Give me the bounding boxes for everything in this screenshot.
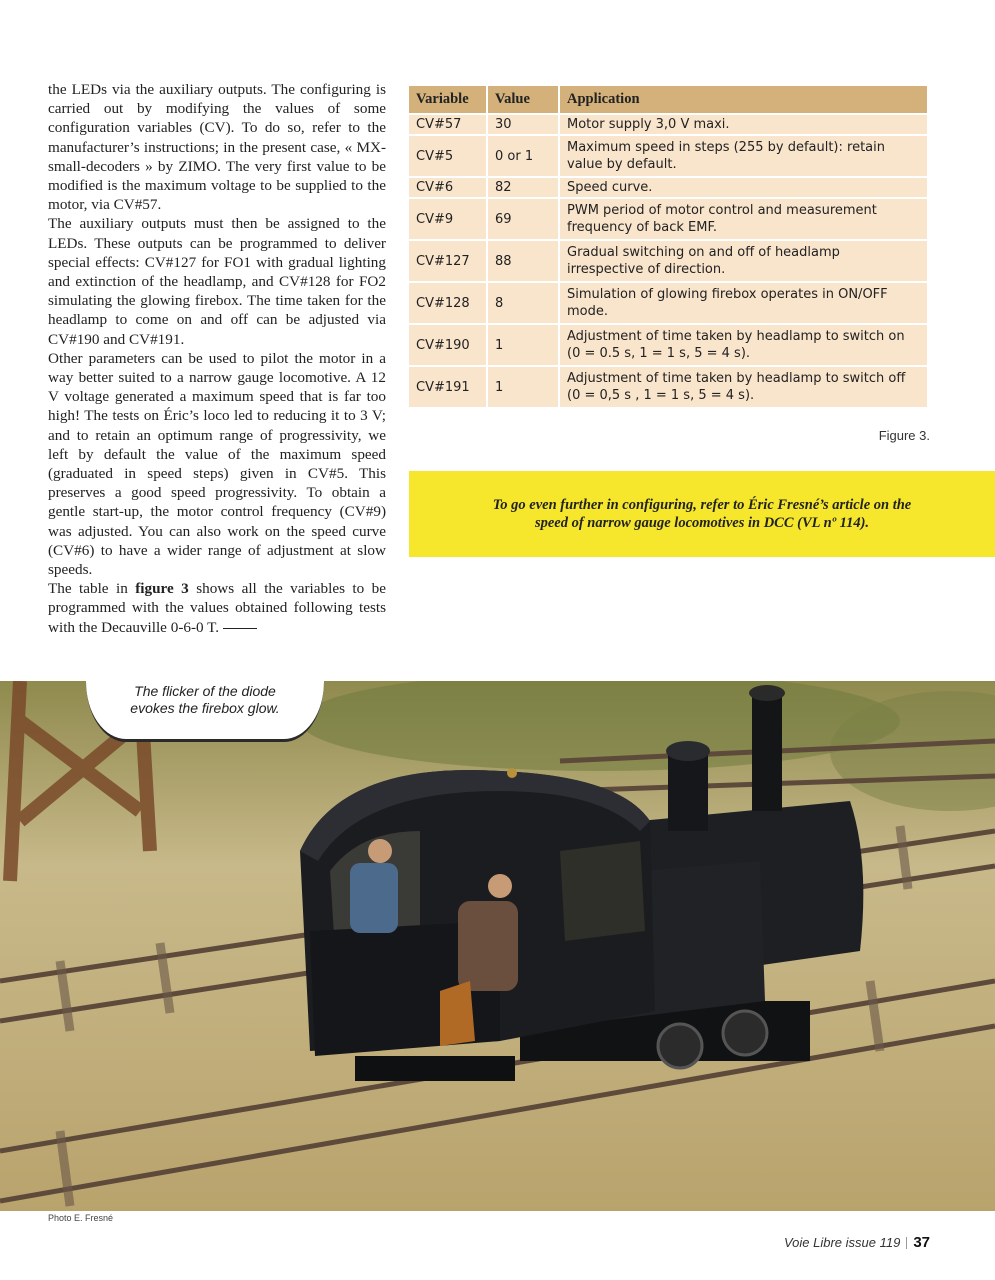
cell-value: 69 — [487, 198, 559, 240]
paragraph-3: Other parameters can be used to pilot the motor in a way better suited to a narrow gauge locomotive. A 12 V voltage generated a maximum speed that is far too high! The tests on Éric’s loco led to reducing it to 3 V; and to retain an optimum range of progressivity, we left by default the value of the maximum speed (graduated in speed steps) given in CV#5. This preserves a good speed progressivity. To obtain a gentle start-up, the motor control frequency (CV#9) was adjusted. You can also work on the speed curve (CV#6) to have a wider range of adjustment at slow speeds. — [48, 349, 386, 579]
article-body — [48, 80, 386, 637]
driver-figure-head — [368, 839, 392, 863]
page-number: 37 — [913, 1234, 930, 1251]
cell-application: PWM period of motor control and measurement frequency of back EMF. — [559, 198, 927, 240]
dome-top — [666, 741, 710, 761]
hanging-bag — [440, 981, 475, 1046]
header-application: Application — [559, 86, 927, 114]
cell-variable: CV#6 — [409, 177, 487, 198]
locomotive-photo — [0, 681, 995, 1211]
cell-application: Simulation of glowing firebox operates in ON/OFF mode. — [559, 282, 927, 324]
cell-variable: CV#5 — [409, 135, 487, 177]
cell-variable: CV#9 — [409, 198, 487, 240]
header-variable: Variable — [409, 86, 487, 114]
cab-window — [560, 841, 645, 941]
table-row — [409, 177, 927, 198]
driver-figure-body — [350, 863, 398, 933]
cell-value: 82 — [487, 177, 559, 198]
note-text: To go even further in configuring, refer to Éric Fresné’s article on the speed of narrow gauge locomotives in DCC (VL nº 114). — [492, 497, 912, 531]
smokestack-top — [749, 685, 785, 701]
cell-variable: CV#191 — [409, 366, 487, 407]
paragraph-4-end: shows all the variables to be programmed with the values obtained following tests with the Decauville 0-6-0 T. — [48, 580, 386, 636]
whistle — [507, 768, 517, 778]
cell-value: 0 or 1 — [487, 135, 559, 177]
cell-variable: CV#190 — [409, 324, 487, 366]
paragraph-4 — [48, 579, 386, 637]
cell-value: 1 — [487, 366, 559, 407]
figure-caption: Figure 3. — [878, 428, 930, 443]
magazine-issue: Voie Libre issue 119 — [783, 1235, 901, 1250]
table-row — [409, 135, 927, 177]
end-of-article-rule — [223, 628, 257, 629]
callout-text: The flicker of the diode evokes the firebox glow. — [130, 683, 280, 716]
steam-dome — [668, 751, 708, 831]
cell-application: Gradual switching on and off of headlamp irrespective of direction. — [559, 240, 927, 282]
table-row — [409, 366, 927, 407]
cell-application: Motor supply 3,0 V maxi. — [559, 114, 927, 135]
paragraph-2: The auxiliary outputs must then be assigned to the LEDs. These outputs can be programmed to deliver special effects: CV#127 for FO1 with gradual lighting and extinction of the headlamp, and CV#128 for FO2 simulating the glowing firebox. The time taken for the headlamp to come on and off can be adjusted via CV#190 and CV#191. — [48, 215, 386, 348]
cv-settings-table — [409, 86, 927, 407]
fireman-figure-body — [458, 901, 518, 991]
wheel — [658, 1024, 702, 1068]
cell-variable: CV#57 — [409, 114, 487, 135]
figure-reference: figure 3 — [135, 580, 189, 598]
cell-application: Adjustment of time taken by headlamp to switch off (0 = 0,5 s , 1 = 1 s, 5 = 4 s). — [559, 366, 927, 407]
buffer-beam — [355, 1056, 515, 1081]
table-row — [409, 324, 927, 366]
cell-value: 1 — [487, 324, 559, 366]
table-row — [409, 114, 927, 135]
cell-application: Adjustment of time taken by headlamp to switch on (0 = 0.5 s, 1 = 1 s, 5 = 4 s). — [559, 324, 927, 366]
cell-value: 30 — [487, 114, 559, 135]
cell-value: 8 — [487, 282, 559, 324]
smokestack — [752, 691, 782, 811]
photo-callout — [86, 655, 324, 742]
table-row — [409, 282, 927, 324]
locomotive-illustration — [0, 681, 995, 1211]
cell-variable: CV#127 — [409, 240, 487, 282]
cell-variable: CV#128 — [409, 282, 487, 324]
cell-application: Speed curve. — [559, 177, 927, 198]
table-header-row — [409, 86, 927, 114]
paragraph-1: the LEDs via the auxiliary outputs. The configuring is carried out by modifying the values of some configuration variables (CV). To do so, refer to the manufacturer’s instructions; in the present case, « MX-small-decoders » by ZIMO. The very first value to be modified is the maximum voltage to be supplied to the motor, via CV#57. — [48, 81, 386, 214]
page-footer — [784, 1234, 930, 1251]
table-row — [409, 198, 927, 240]
table-row — [409, 240, 927, 282]
footer-divider — [906, 1237, 907, 1249]
wheel — [723, 1011, 767, 1055]
photo-credit: Photo E. Fresné — [48, 1213, 114, 1223]
paragraph-4-start: The table in — [48, 580, 136, 598]
cell-application: Maximum speed in steps (255 by default): retain value by default. — [559, 135, 927, 177]
fireman-figure-head — [488, 874, 512, 898]
note-box — [409, 471, 995, 557]
cell-value: 88 — [487, 240, 559, 282]
header-value: Value — [487, 86, 559, 114]
